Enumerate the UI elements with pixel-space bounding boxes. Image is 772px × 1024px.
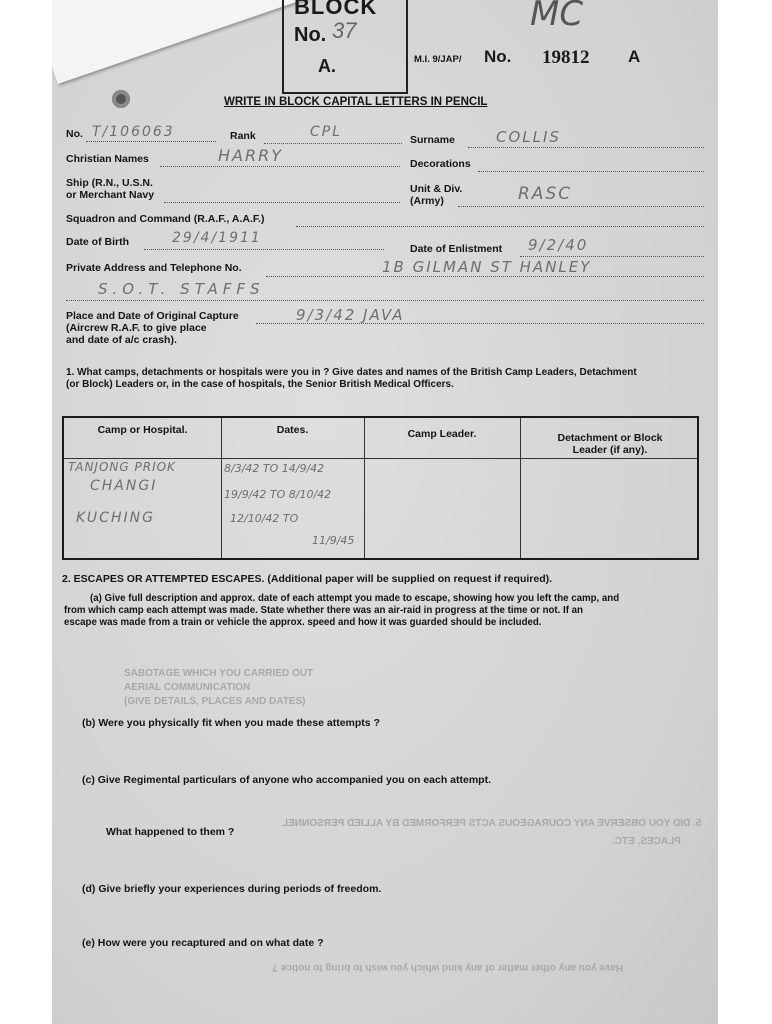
camp-2: CHANGI: [90, 478, 158, 494]
camp-1: TANJONG PRIOK: [68, 460, 176, 474]
show-through-1: SABOTAGE WHICH YOU CARRIED OUT: [124, 668, 314, 679]
address-value-line-1: 1B GILMAN ST HANLEY: [382, 258, 592, 276]
block-no-value: 37: [332, 18, 357, 43]
section2-e: (e) How were you recaptured and on what date ?: [82, 937, 324, 949]
ship-label-1: Ship (R.N., U.S.N.: [66, 177, 153, 189]
show-through-4: 5. DID YOU OBSERVE ANY COURAGEOUS ACTS PERFORMED BY ALLIED PERSONNEL: [282, 818, 702, 829]
no-value: T/106063: [92, 124, 175, 140]
capture-label-2: (Aircrew R.A.F. to give place: [66, 322, 207, 334]
decorations-label: Decorations: [410, 158, 471, 170]
mi-reference: M.I. 9/JAP/: [414, 54, 462, 65]
dates-3: 12/10/42 TO: [230, 512, 299, 525]
header-dates: Dates.: [276, 424, 309, 436]
section2-c-followup: What happened to them ?: [106, 826, 235, 838]
unit-label-2: (Army): [410, 195, 444, 207]
form-page: [52, 0, 718, 1024]
instruction-heading: WRITE IN BLOCK CAPITAL LETTERS IN PENCIL: [224, 96, 488, 108]
camp-3: KUCHING: [76, 510, 155, 526]
unit-label-1: Unit & Div.: [410, 183, 463, 195]
address-label: Private Address and Telephone No.: [66, 262, 242, 274]
section1-text-2: (or Block) Leaders or, in the case of hospitals, the Senior British Medical Officers.: [66, 379, 454, 390]
section2-d: (d) Give briefly your experiences during periods of freedom.: [82, 883, 382, 895]
surname-value: COLLIS: [496, 128, 561, 146]
squadron-label: Squadron and Command (R.A.F., A.A.F.): [66, 213, 265, 225]
paper-clip-icon: [112, 90, 130, 108]
dates-1: 8/3/42 TO 14/9/42: [224, 462, 325, 475]
block-label: BLOCK: [294, 0, 378, 19]
rank-label: Rank: [230, 130, 256, 142]
section1-text-1: 1. What camps, detachments or hospitals were you in ? Give dates and names of the British Camp Leaders, Detachment: [66, 367, 637, 378]
show-through-3: (GIVE DETAILS, PLACES AND DATES): [124, 696, 306, 707]
block-no-label: No.: [294, 24, 327, 46]
dob-value: 29/4/1911: [172, 230, 262, 246]
corner-mark: MC: [530, 0, 584, 34]
christian-names-label: Christian Names: [66, 153, 149, 165]
header-camp: Camp or Hospital.: [97, 424, 188, 436]
ship-label-2: or Merchant Navy: [66, 189, 155, 201]
unit-value: RASC: [518, 184, 573, 204]
rank-value: CPL: [310, 124, 343, 140]
show-through-2: AERIAL COMMUNICATION: [124, 682, 251, 693]
capture-label-1: Place and Date of Original Capture: [66, 310, 239, 322]
no-label: No.: [66, 128, 83, 140]
christian-names-value: HARRY: [218, 146, 283, 165]
capture-label-3: and date of a/c crash).: [66, 334, 177, 346]
header-camp-leader: Camp Leader.: [407, 428, 477, 440]
section2-a-line-3: escape was made from a train or vehicle the approx. speed and how it was guarded should be included.: [64, 617, 542, 628]
section2-a-line-2: from which camp each attempt was made. State whether there was an air-raid in progress at the time or not. If an: [64, 605, 583, 616]
header-detachment: Detachment or Block: [557, 432, 663, 444]
surname-label: Surname: [410, 134, 455, 146]
form-no-label: No.: [484, 47, 512, 66]
capture-value: 9/3/42 JAVA: [296, 306, 405, 324]
dates-2: 19/9/42 TO 8/10/42: [224, 488, 332, 501]
enlistment-label: Date of Enlistment: [410, 243, 503, 255]
dates-4: 11/9/45: [312, 534, 355, 547]
enlistment-value: 9/2/40: [528, 236, 589, 254]
form-number: 19812: [542, 47, 590, 68]
section2-c: (c) Give Regimental particulars of anyone who accompanied you on each attempt.: [82, 774, 492, 786]
form-suffix: A: [628, 47, 641, 66]
block-letter: A.: [318, 56, 336, 76]
header-leader-if-any: Leader (if any).: [572, 444, 648, 456]
show-through-5: PLACES, ETC.: [612, 836, 681, 847]
address-value-line-2: S.O.T. STAFFS: [98, 280, 265, 298]
show-through-6: Have you any other matter of any kind which you wish to bring to notice ?: [272, 962, 624, 973]
dob-label: Date of Birth: [66, 236, 129, 248]
section2-a-line-1: (a) Give full description and approx. date of each attempt you made to escape, showing how you left the camp, and: [90, 593, 620, 604]
camps-table: [62, 416, 699, 560]
block-number-box: [282, 0, 408, 94]
section2-b: (b) Were you physically fit when you made these attempts ?: [82, 717, 380, 729]
section2-title: 2. ESCAPES OR ATTEMPTED ESCAPES. (Additional paper will be supplied on request if required).: [62, 573, 553, 585]
